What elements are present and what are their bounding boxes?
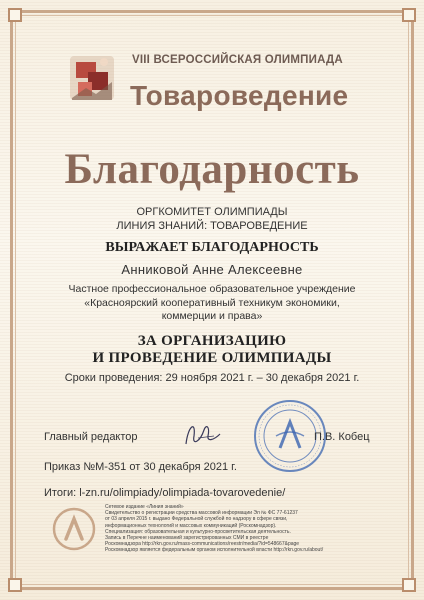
reason-line: И ПРОВЕДЕНИЕ ОЛИМПИАДЫ bbox=[92, 350, 332, 366]
frame-corner-tr bbox=[402, 8, 416, 22]
expresses-gratitude: ВЫРАЖАЕТ БЛАГОДАРНОСТЬ bbox=[105, 240, 319, 255]
editor-role: Главный редактор bbox=[44, 431, 138, 443]
publisher-info-line: информационных технологий и массовых коммуникаций (Роскомнадзор). bbox=[105, 522, 277, 529]
publisher-info-line: Запись в Перечне наименований зарегистрированных СМИ в реестре bbox=[105, 535, 269, 542]
recipient-name: Анниковой Анне Алексеевне bbox=[121, 262, 303, 277]
frame-corner-bl bbox=[8, 578, 22, 592]
frame-corner-tl bbox=[8, 8, 22, 22]
reason-line: ЗА ОРГАНИЗАЦИЮ bbox=[137, 333, 287, 349]
publisher-info-line: от 03 апреля 2015 г. выдано Федеральной службой по надзору в сфере связи, bbox=[105, 516, 288, 523]
frame-corner-br bbox=[402, 578, 416, 592]
olympiad-heading: VIII ВСЕРОССИЙСКАЯ ОЛИМПИАДА bbox=[132, 54, 343, 66]
editor-name: П.В. Кобец bbox=[314, 431, 370, 443]
publisher-logo-icon bbox=[52, 507, 96, 551]
institution-line: коммерции и права» bbox=[161, 310, 263, 322]
publisher-info-line: Роскомнадзор является федеральным органом исполнительной власти http://rkn.gov.ru/about/ bbox=[105, 547, 324, 554]
institution bbox=[20, 283, 404, 324]
publisher-info-line: Роскомнадзора http://rkn.gov.ru/mass-communications/reestr/media/?id=548667&page bbox=[105, 541, 300, 548]
publisher-info-line: Свидетельство о регистрации средства массовой информации Эл № ФС 77-61237 bbox=[105, 510, 298, 517]
publisher-info bbox=[105, 504, 405, 554]
publisher-info-line: Сетевое издание «Линия знаний» bbox=[105, 504, 184, 510]
org-committee-line: ОРГКОМИТЕТ ОЛИМПИАДЫ bbox=[136, 206, 288, 218]
olympiad-subject-logo bbox=[66, 48, 118, 108]
results-link: Итоги: l-zn.ru/olimpiady/olimpiada-tovarovedenie/ bbox=[44, 487, 286, 499]
order-number: Приказ №М-351 от 30 декабря 2021 г. bbox=[44, 461, 237, 473]
signature-icon bbox=[180, 416, 224, 450]
institution-line: «Красноярский кооперативный техникум экономики, bbox=[84, 296, 340, 309]
certificate-title: Благодарность bbox=[64, 146, 360, 193]
event-dates: Сроки проведения: 29 ноября 2021 г. – 30 декабря 2021 г. bbox=[64, 372, 360, 384]
publisher-info-line: Специализация: образовательная и культурно-просветительская деятельность. bbox=[105, 528, 291, 535]
olympiad-subject: Товароведение bbox=[130, 80, 349, 111]
institution-line: Частное профессиональное образовательное учреждение bbox=[68, 283, 356, 295]
knowledge-line: ЛИНИЯ ЗНАНИЙ: ТОВАРОВЕДЕНИЕ bbox=[116, 220, 308, 232]
